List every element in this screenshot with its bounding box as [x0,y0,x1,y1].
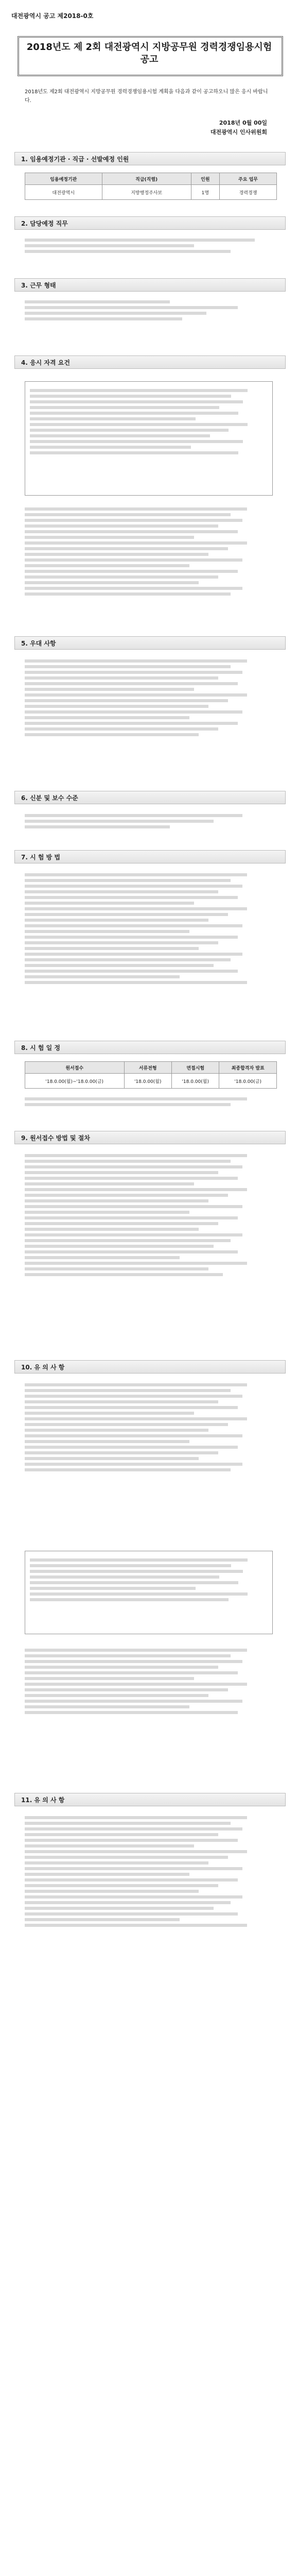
table-header: 직급(직렬) [102,173,191,185]
section-title: 10. 유 의 사 항 [21,1364,65,1371]
section-header [14,850,286,863]
table-cell: 경력경쟁 [220,185,277,200]
table-header: 원서접수 [25,1062,125,1074]
section-title: 8. 시 험 일 정 [21,1044,60,1052]
status-lines [25,811,267,831]
table-cell: 지방행정주사보 [102,185,191,200]
method-lines [25,871,267,987]
section-title: 1. 임용예정기관 · 직급 · 선발예정 인원 [21,156,129,163]
table-cell: '18.0.00(월)~'18.0.00(금) [25,1074,125,1089]
table-cell: '18.0.00(월) [124,1074,171,1089]
table-row [25,1074,277,1089]
eligibility-lines [30,386,267,457]
intro-text: 2018년도 제2회 대전광역시 지방공무원 경력경쟁임용시험 계획을 다음과 같이 공고하오니 많은 응시 바랍니다. [25,89,268,104]
section-header [14,355,286,369]
section-title: 5. 우대 사항 [21,640,56,647]
section-header [14,1793,286,1806]
section-title: 4. 응시 자격 요건 [21,359,70,366]
table-cell: 1명 [191,185,219,200]
table-row [25,185,277,200]
section-title: 2. 담당예정 직무 [21,220,68,227]
section-header [14,216,286,230]
table-header: 인원 [191,173,219,185]
section-header [14,636,286,650]
section-header [14,791,286,804]
section-title: 6. 신분 및 보수 수준 [21,794,78,802]
section-title: 9. 원서접수 방법 및 절차 [21,1134,90,1142]
page-title: 2018년도 제 2회 대전광역시 지방공무원 경력경쟁임용시험 공고 [26,42,272,65]
issuing-org: 대전광역시 인사위원회 [210,129,267,135]
section-title: 11. 유 의 사 항 [21,1797,65,1804]
work-lines [25,298,267,323]
caution-box-lines [30,1556,267,1604]
application-lines [25,1151,267,1279]
caution-more-lines [25,1646,267,1717]
eligibility-detail-lines [25,505,267,598]
preference-lines [25,657,267,739]
notice-date: 2018년 0월 00일 [219,120,267,126]
caution-lines [25,1381,267,1474]
table-header: 서류전형 [124,1062,171,1074]
table-cell: '18.0.00(월) [171,1074,219,1089]
positions-table [25,173,277,200]
section-title: 3. 근무 형태 [21,282,56,289]
final-lines [25,1814,267,1929]
table-cell: 대전광역시 [25,185,102,200]
schedule-table [25,1061,277,1089]
section-header [14,152,286,165]
section-header [14,278,286,292]
table-header: 임용예정기관 [25,173,102,185]
notice-number: 대전광역시 공고 제2018-0호 [11,12,94,20]
section-header [14,1360,286,1374]
table-header: 주요 업무 [220,173,277,185]
section-header [14,1131,286,1144]
schedule-notes [25,1095,267,1109]
duty-lines [25,236,267,256]
section-header [14,1041,286,1054]
section-title: 7. 시 험 방 법 [21,854,60,861]
table-cell: '18.0.00(금) [219,1074,277,1089]
table-header: 면접시험 [171,1062,219,1074]
table-header: 최종합격자 발표 [219,1062,277,1074]
